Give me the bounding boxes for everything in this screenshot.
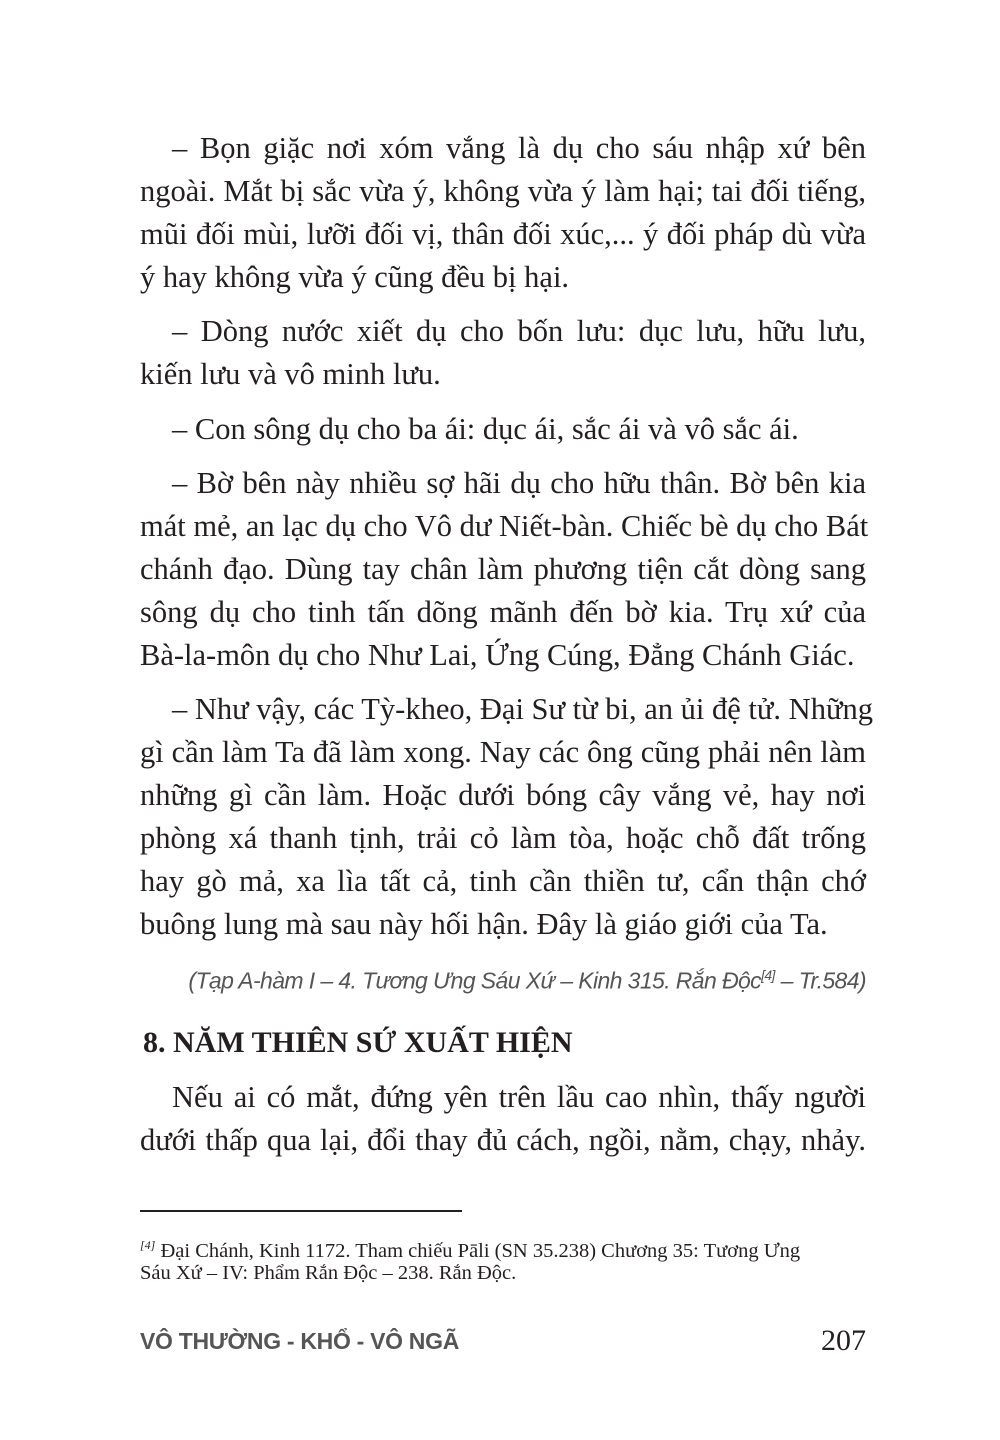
- paragraph-line: – Như vậy, các Tỳ-kheo, Đại Sư từ bi, an ủi đệ tử. Những: [172, 692, 873, 726]
- paragraph-line: những gì cần làm. Hoặc dưới bóng cây vắng vẻ, hay nơi: [140, 778, 866, 812]
- paragraph-line: mũi đối mùi, lưỡi đối vị, thân đối xúc,... ý đối pháp dù vừa: [140, 217, 866, 251]
- paragraph-line: ý hay không vừa ý cũng đều bị hại.: [140, 260, 570, 294]
- paragraph-line: ngoài. Mắt bị sắc vừa ý, không vừa ý làm hại; tai đối tiếng,: [140, 174, 866, 208]
- paragraph-line: – Bọn giặc nơi xóm vắng là dụ cho sáu nhập xứ bên: [172, 131, 866, 165]
- paragraph-line: mát mẻ, an lạc dụ cho Vô dư Niết-bàn. Chiếc bè dụ cho Bát: [140, 509, 869, 543]
- paragraph-line: – Con sông dụ cho ba ái: dục ái, sắc ái và vô sắc ái.: [172, 412, 799, 446]
- paragraph-line: buông lung mà sau này hối hận. Đây là giáo giới của Ta.: [140, 907, 828, 941]
- page-number: 207: [821, 1324, 866, 1357]
- paragraph-line: hay gò mả, xa lìa tất cả, tinh cần thiền tư, cẩn thận chớ: [140, 864, 866, 898]
- footnote-marker: [4]: [140, 1238, 156, 1252]
- footnote-line: Sáu Xứ – IV: Phẩm Rắn Độc – 238. Rắn Độc.: [140, 1262, 517, 1284]
- citation-text: (Tạp A-hàm I – 4. Tương Ưng Sáu Xứ – Kinh 315. Rắn Độc: [188, 967, 762, 994]
- footnote-divider: [140, 1210, 462, 1212]
- paragraph-line: phòng xá thanh tịnh, trải cỏ làm tòa, hoặc chỗ đất trống: [140, 821, 866, 855]
- paragraph-line: Nếu ai có mắt, đứng yên trên lầu cao nhìn, thấy người: [172, 1080, 866, 1114]
- section-heading: 8. NĂM THIÊN SỨ XUẤT HIỆN: [143, 1026, 573, 1059]
- footnote-reference[interactable]: [4]: [761, 967, 775, 983]
- citation: [188, 960, 866, 996]
- paragraph-line: gì cần làm Ta đã làm xong. Nay các ông cũng phải nên làm: [140, 735, 866, 769]
- paragraph-line: chánh đạo. Dùng tay chân làm phương tiện cắt dòng sang: [140, 552, 866, 586]
- paragraph-line: Bà-la-môn dụ cho Như Lai, Ứng Cúng, Đẳng Chánh Giác.: [140, 638, 855, 672]
- paragraph-line: kiến lưu và vô minh lưu.: [140, 357, 441, 391]
- paragraph-line: sông dụ cho tinh tấn dõng mãnh đến bờ kia. Trụ xứ của: [140, 595, 866, 629]
- paragraph-line: dưới thấp qua lại, đổi thay đủ cách, ngồi, nằm, chạy, nhảy.: [140, 1123, 866, 1157]
- paragraph-line: – Dòng nước xiết dụ cho bốn lưu: dục lưu, hữu lưu,: [172, 314, 866, 348]
- paragraph-line: – Bờ bên này nhiều sợ hãi dụ cho hữu thân. Bờ bên kia: [172, 466, 866, 500]
- footnote-text: Đại Chánh, Kinh 1172. Tham chiếu Pāli (SN 35.238) Chương 35: Tương Ưng: [155, 1239, 801, 1262]
- running-footer-title: VÔ THƯỜNG - KHỔ - VÔ NGÃ: [140, 1328, 460, 1354]
- citation-tail: – Tr.584): [774, 967, 866, 994]
